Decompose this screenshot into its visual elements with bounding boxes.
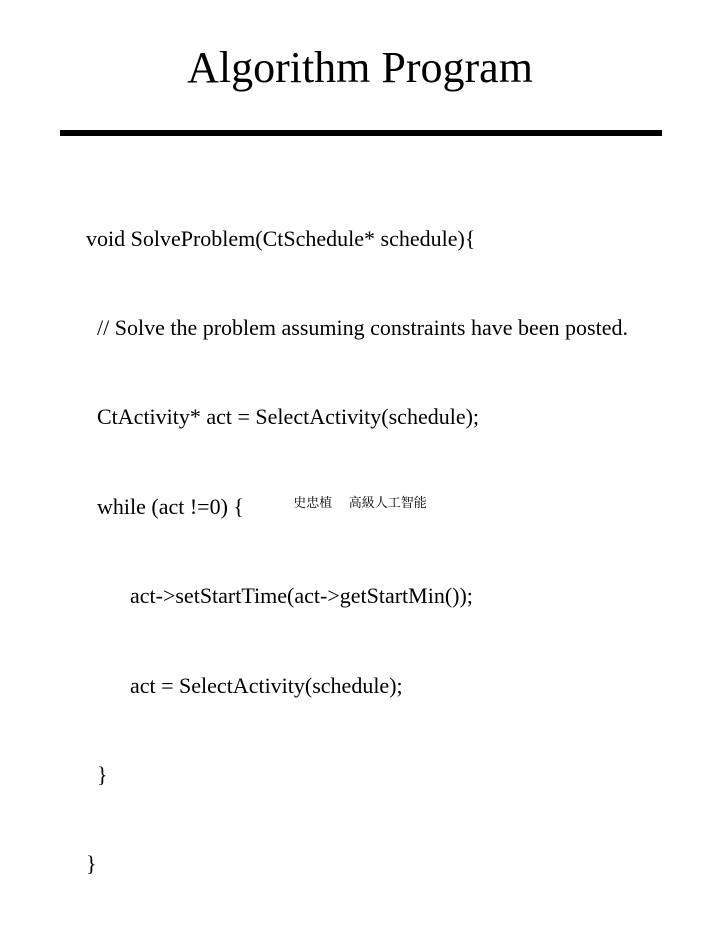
code-line: while (act !=0) { [86,493,244,519]
title-divider [60,130,662,136]
code-line: // Solve the problem assuming constraints have been posted. [86,314,628,340]
code-line: } [86,851,97,877]
code-line: CtActivity* act = SelectActivity(schedule); [86,404,480,430]
code-line: act = SelectActivity(schedule); [86,672,403,698]
code-line: } [86,761,108,787]
code-block [86,164,706,939]
code-line: act->setStartTime(act->getStartMin()); [86,583,473,609]
slide-footer: 史忠植 高級人工智能 [293,496,427,511]
slide-title: Algorithm Program [187,43,533,92]
code-line: void SolveProblem(CtSchedule* schedule){ [86,225,476,251]
